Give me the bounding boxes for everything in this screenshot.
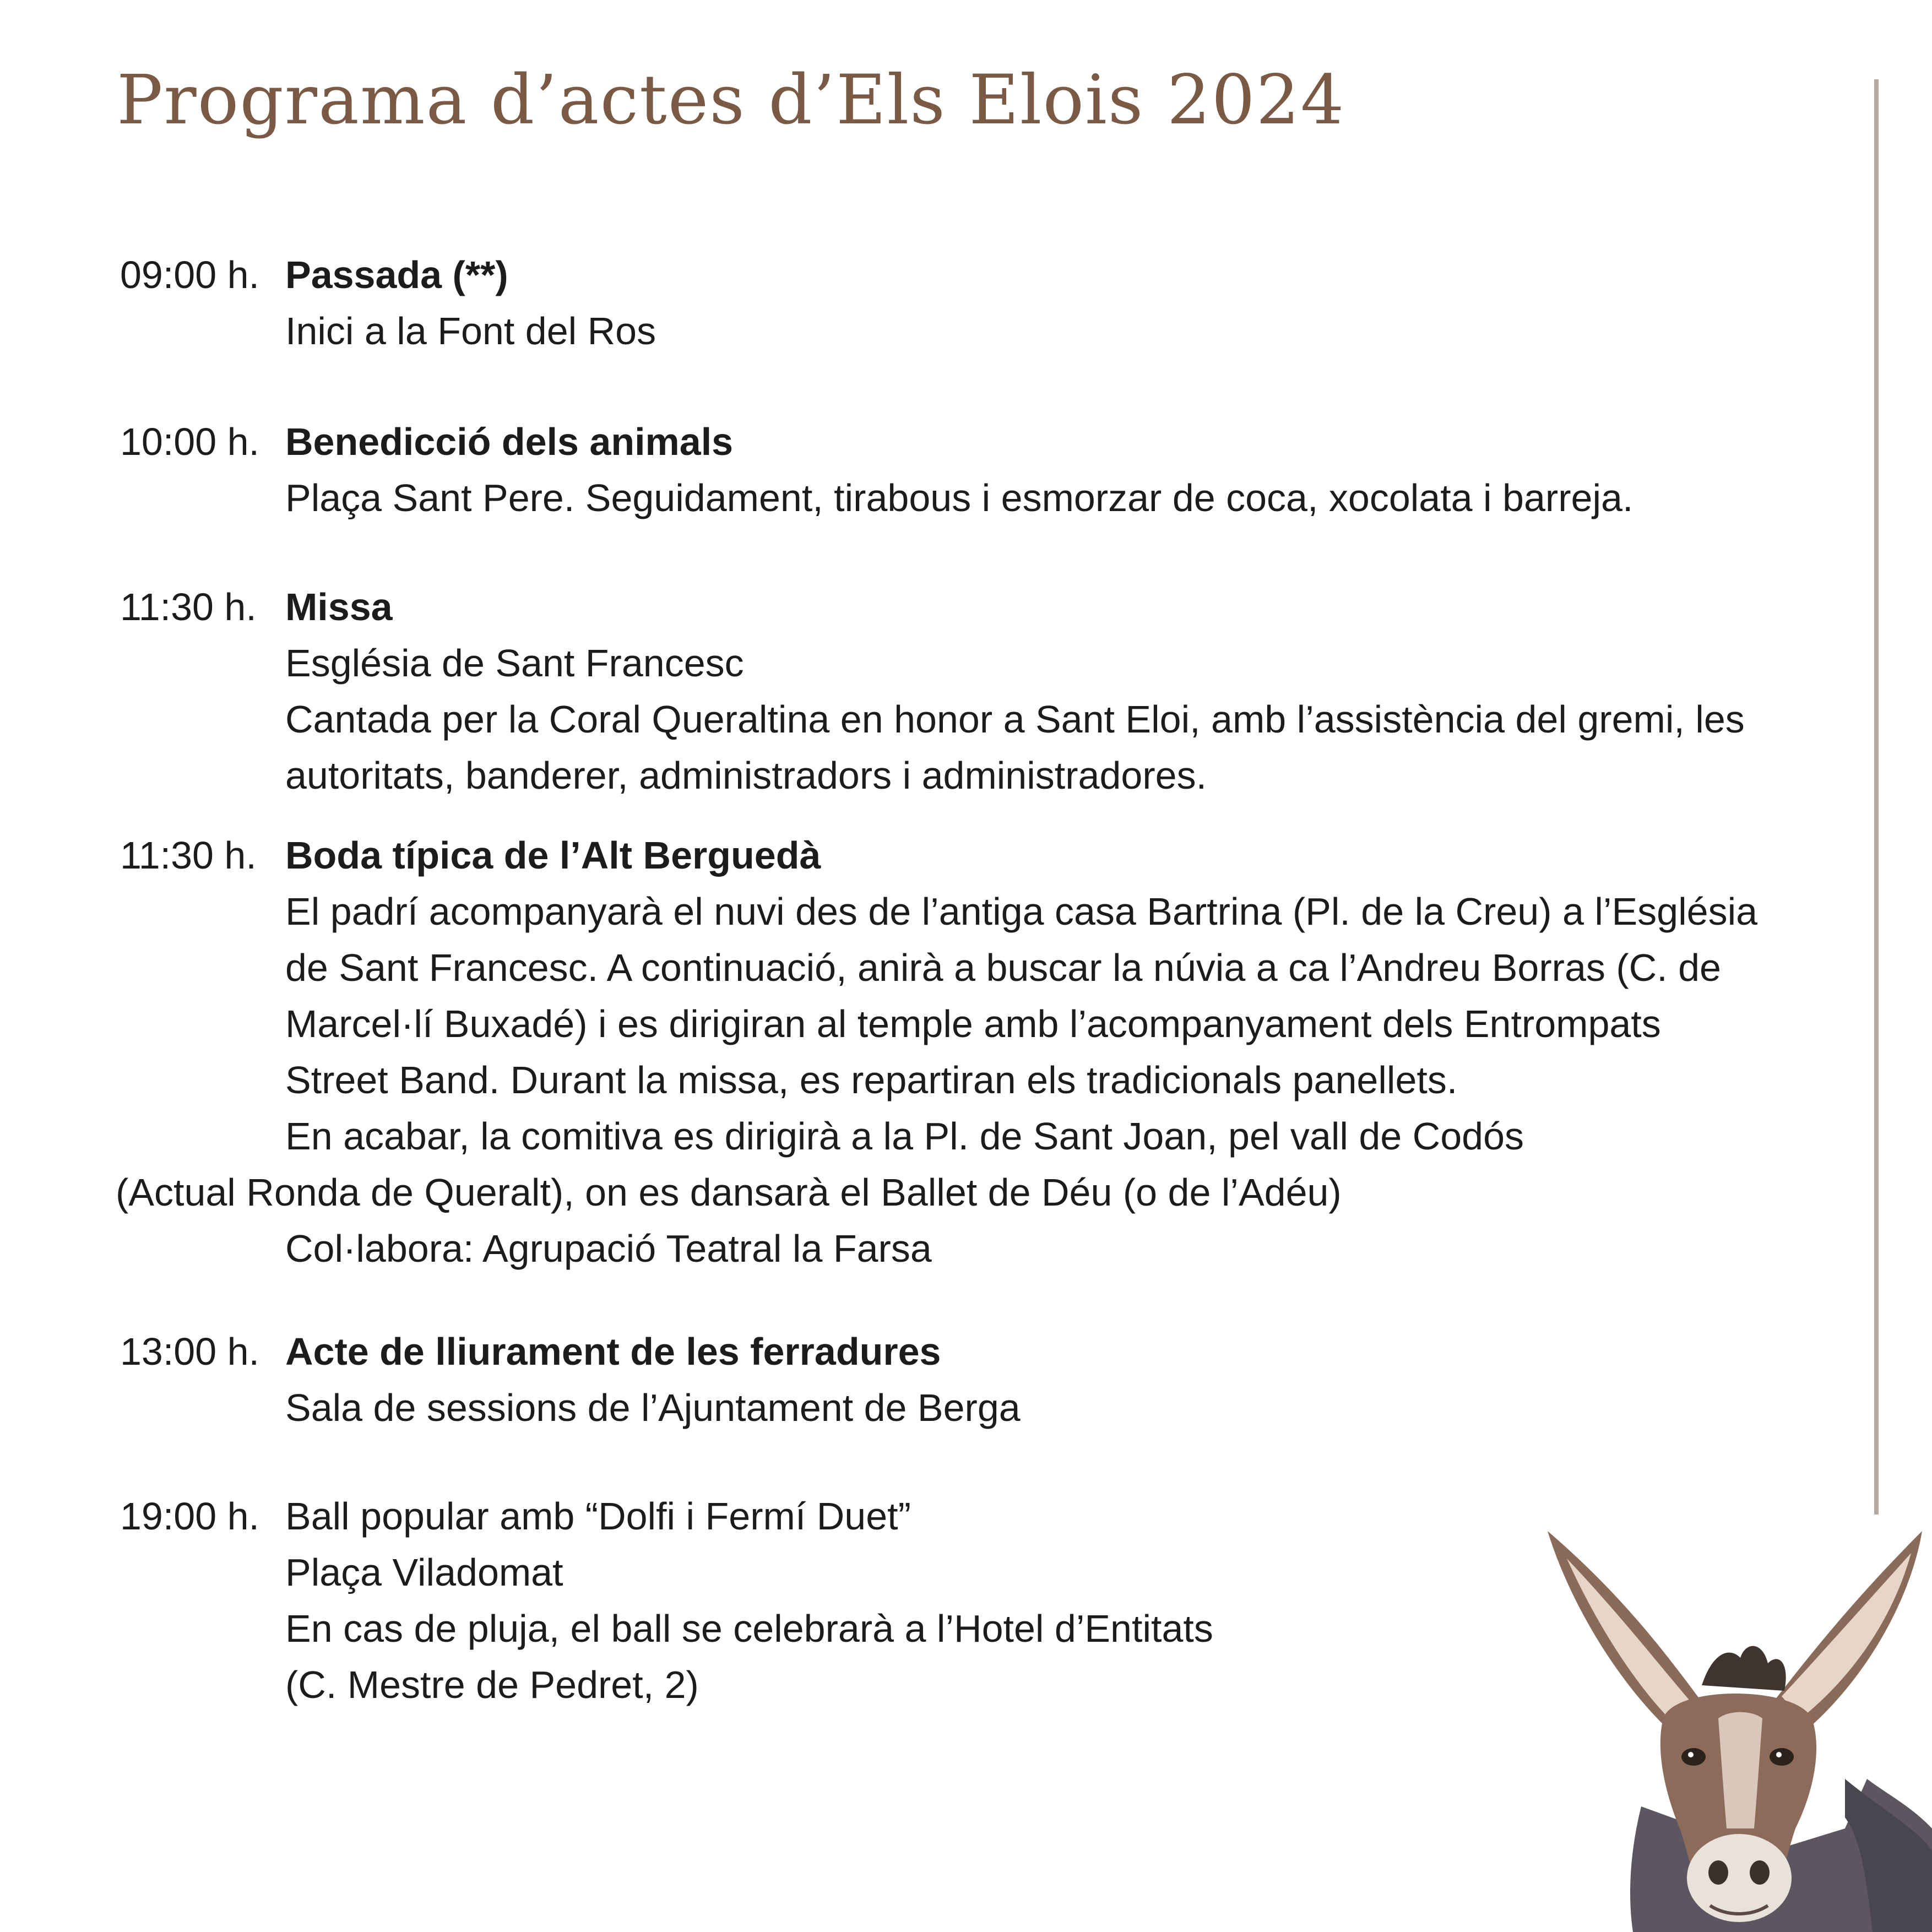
donkey-right-eye <box>1770 1748 1794 1766</box>
event-title: Acte de lliurament de les ferradures <box>285 1330 941 1373</box>
event-detail-line: Street Band. Durant la missa, es repartiran els tradicionals panellets. <box>285 1059 1458 1101</box>
event-body <box>285 1323 1822 1436</box>
event-body <box>285 247 1822 359</box>
donkey-left-ear-inner <box>1567 1559 1691 1724</box>
donkey-right-nostril <box>1750 1860 1770 1885</box>
donkey-right-eye-glint <box>1776 1752 1782 1757</box>
donkey-left-nostril <box>1708 1860 1728 1885</box>
event-detail-line: Sala de sessions de l’Ajuntament de Berga <box>285 1386 1021 1429</box>
event-detail-line: Cantada per la Coral Queraltina en honor a Sant Eloi, amb l’assistència del gremi, les <box>285 698 1745 741</box>
event-detail-line: Plaça Sant Pere. Seguidament, tirabous i esmorzar de coca, xocolata i barreja. <box>285 476 1633 519</box>
event-detail-line: En acabar, la comitiva es dirigirà a la Pl. de Sant Joan, pel vall de Codós <box>285 1115 1524 1158</box>
donkey-muzzle <box>1687 1834 1792 1922</box>
event-time: 09:00 h. <box>120 253 259 296</box>
event-detail-line: En cas de pluja, el ball se celebrarà a l’Hotel d’Entitats <box>285 1607 1213 1650</box>
event-detail-line: (Actual Ronda de Queralt), on es dansarà el Ballet de Déu (o de l’Adéu) <box>116 1171 1342 1214</box>
event-time: 10:00 h. <box>120 420 259 463</box>
event-title: Boda típica de l’Alt Berguedà <box>285 834 821 877</box>
donkey-left-eye <box>1681 1748 1706 1766</box>
event-detail-line: Ball popular amb “Dolfi i Fermí Duet” <box>285 1495 911 1538</box>
event-detail-line: Col·labora: Agrupació Teatral la Farsa <box>285 1227 932 1270</box>
event-detail-line: de Sant Francesc. A continuació, anirà a buscar la núvia a ca l’Andreu Borras (C. de <box>285 946 1721 989</box>
event-detail-line: Marcel·lí Buxadé) i es dirigiran al temple amb l’acompanyament dels Entrompats <box>285 1002 1661 1045</box>
event-title: Missa <box>285 585 393 628</box>
event-time: 19:00 h. <box>120 1495 259 1538</box>
event-title: Passada (**) <box>285 253 508 296</box>
event-time: 11:30 h. <box>120 585 257 628</box>
event-time: 13:00 h. <box>120 1330 259 1373</box>
event-detail-line: El padrí acompanyarà el nuvi des de l’antiga casa Bartrina (Pl. de la Creu) a l’Església <box>285 890 1758 933</box>
donkey-left-eye-glint <box>1688 1752 1694 1757</box>
event-time: 11:30 h. <box>120 834 257 877</box>
vertical-divider <box>1874 79 1879 1515</box>
event-title: Benedicció dels animals <box>285 420 734 463</box>
donkey-illustration-icon <box>1537 1520 1932 1932</box>
event-body <box>285 414 1822 526</box>
event-detail-line: autoritats, banderer, administradors i administradores. <box>285 754 1207 797</box>
donkey-right-ear-inner <box>1782 1553 1911 1718</box>
page-title: Programa d’actes d’Els Elois 2024 <box>117 61 1345 140</box>
event-detail-line: Plaça Viladomat <box>285 1551 563 1594</box>
event-detail-line: (C. Mestre de Pedret, 2) <box>285 1663 699 1706</box>
event-detail-line: Església de Sant Francesc <box>285 642 744 685</box>
donkey-mane <box>1702 1646 1786 1691</box>
event-detail-line: Inici a la Font del Ros <box>285 310 656 352</box>
event-body <box>285 579 1822 804</box>
